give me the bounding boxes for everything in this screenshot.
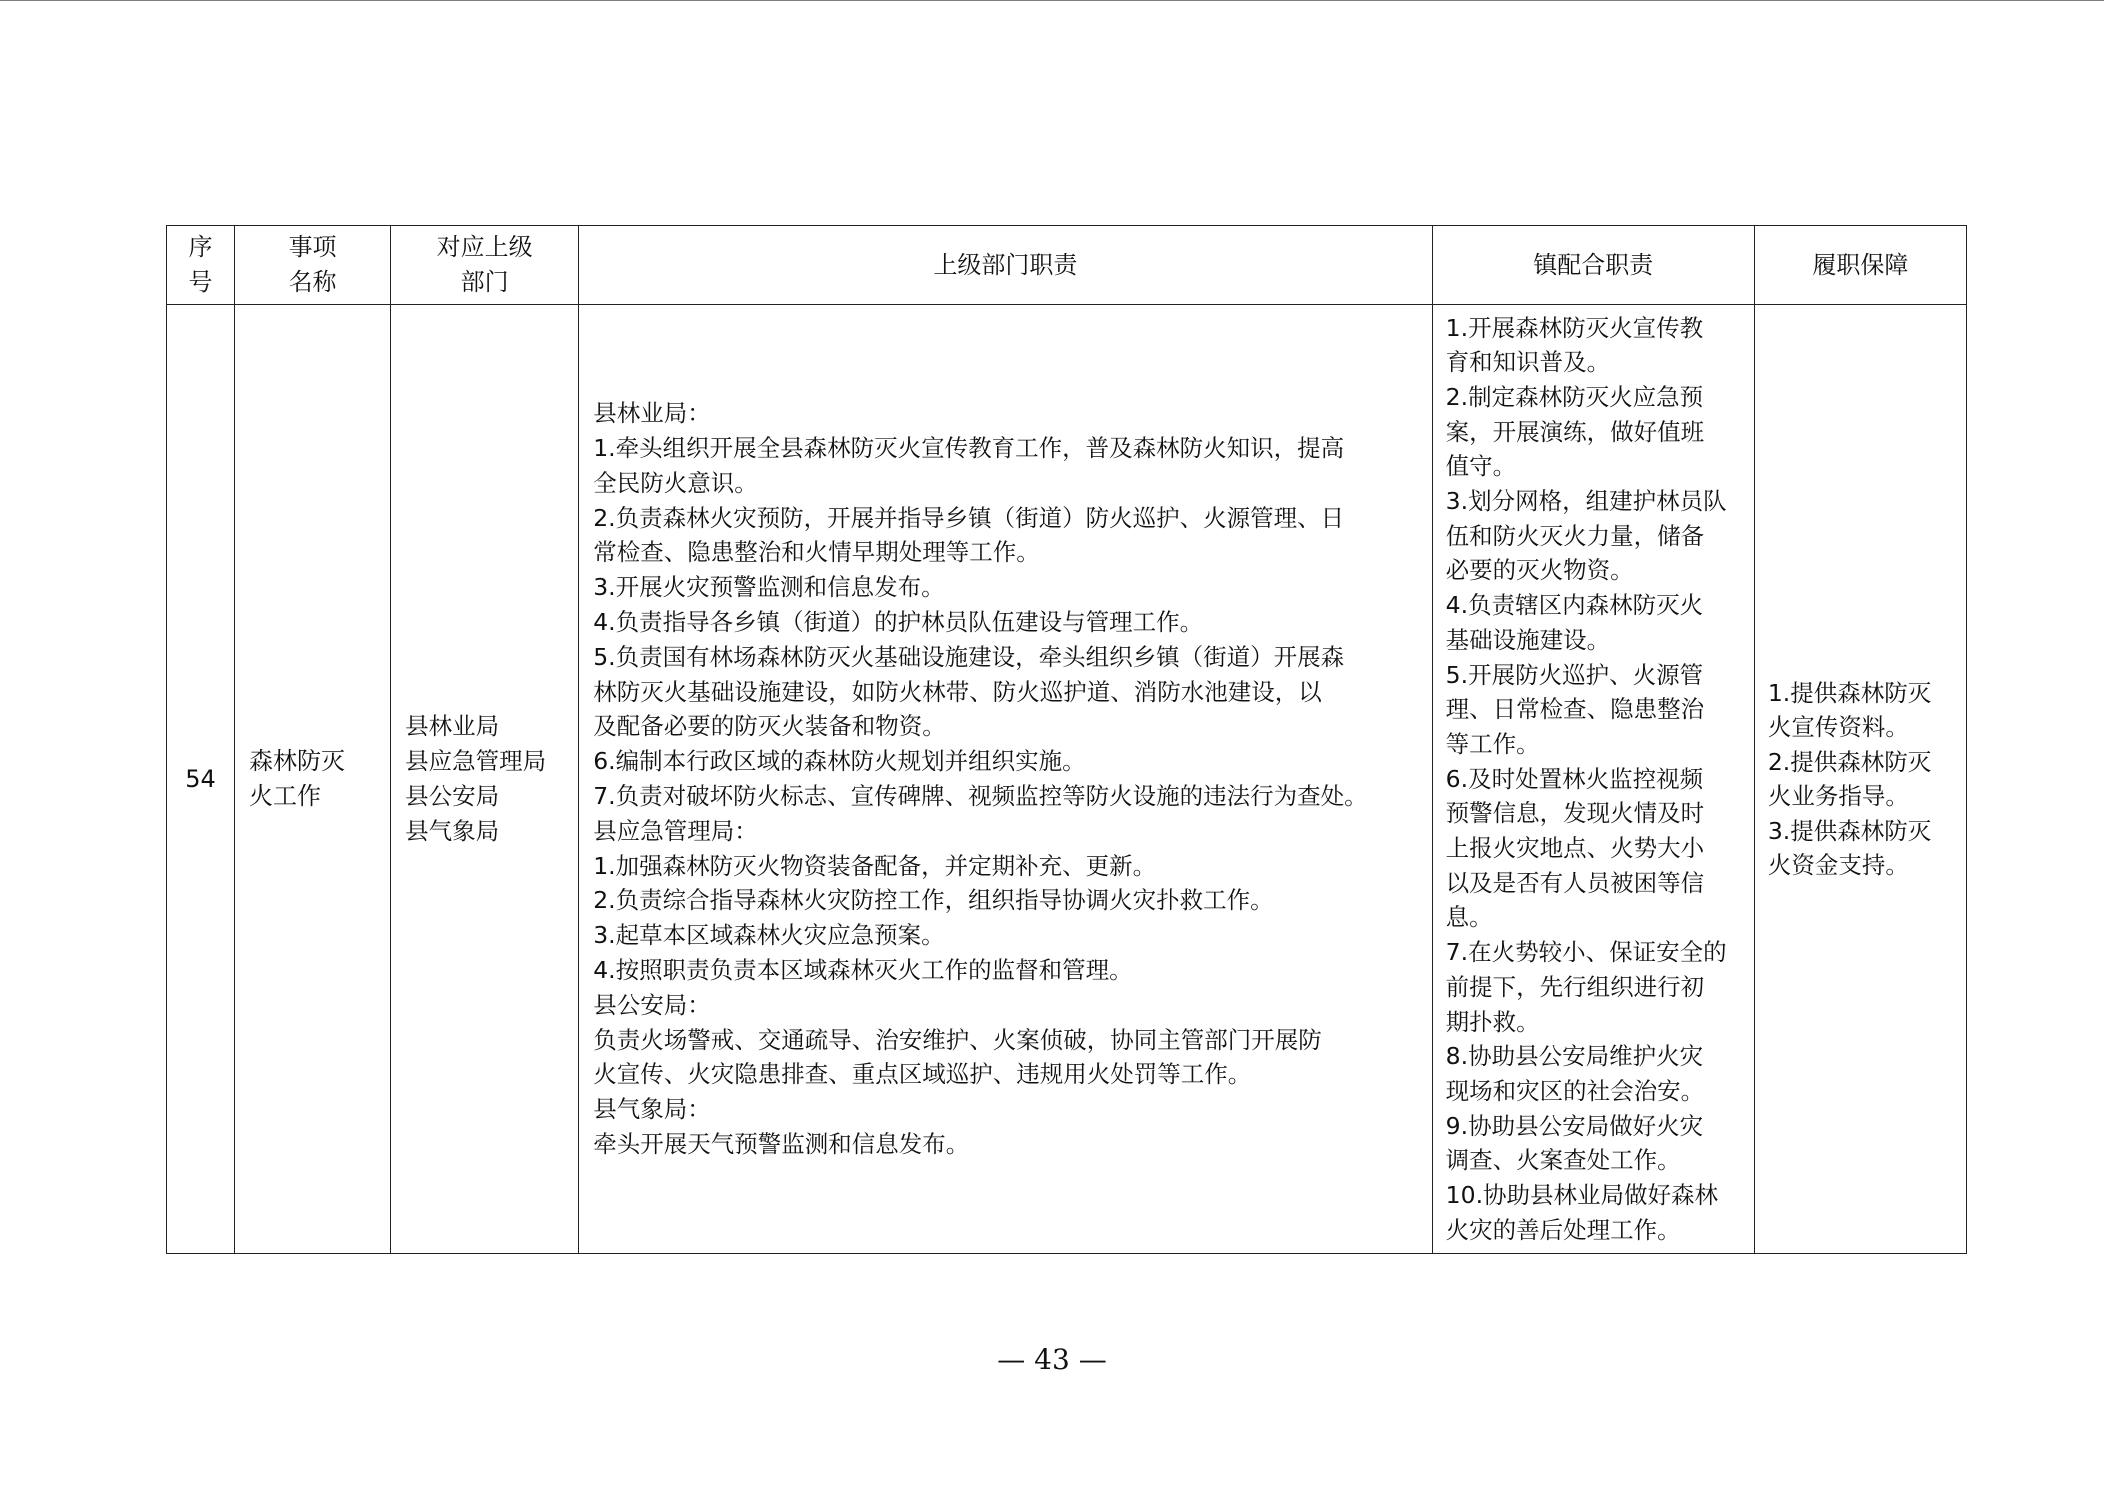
row-dept-cell [391, 305, 579, 1254]
duty-table [166, 225, 1967, 1254]
header-name-label: 事项名称 [288, 233, 337, 296]
row-guarantee-cell [1754, 305, 1966, 1254]
row-seq: 54 [185, 764, 216, 793]
page-number: — 43 — [997, 1343, 1107, 1376]
row-town-duty-cell [1432, 305, 1754, 1254]
header-town-duty [1432, 226, 1754, 305]
row-upper-duty: 县林业局： 1.牵头组织开展全县森林防灭火宣传教育工作，普及森林防火知识，提高 全民防火意识。 2.负责森林火灾预防，开展并指导乡镇（街道）防火巡护、火源管理、日 常检查、隐患整治和火情早期处理等工作。 3.开展火灾预警监测和信息发布。 4.负责指导各乡镇（街道）的护林员队伍建设与管理工作。 5.负责国有林场森林防灭火基础设施建设，牵头组织乡镇（街道）开展森 林防灭火基础设施建设，如防火林带、防火巡护道、消防水池建设，以 及配备必要的防灭火装备和物资。 6.编制本行政区域的森林防火规划并组织实施。 7.负责对破坏防火标志、宣传碑牌、视频监控等防火设施的违法行为查处。 县应急管理局： 1.加强森林防灭火物资装备配备，并定期补充、更新。 2.负责综合指导森林火灾防控工作，组织指导协调火灾扑救工作。 3.起草本区域森林火灾应急预案。 4.按照职责负责本区域森林灭火工作的监督和管理。 县公安局： 负责火场警戒、交通疏导、治安维护、火案侦破，协同主管部门开展防 火宣传、火灾隐患排查、重点区域巡护、违规用火处罚等工作。 县气象局： 牵头开展天气预警监测和信息发布。 [593, 399, 1368, 1158]
table-row [167, 305, 1967, 1254]
row-upper-duty-cell [579, 305, 1432, 1254]
table-header-row [167, 226, 1967, 305]
row-name-cell [235, 305, 391, 1254]
header-seq-label: 序号 [188, 233, 213, 296]
header-guarantee-label: 履职保障 [1812, 250, 1909, 279]
row-guarantee: 1.提供森林防灭 火宣传资料。 2.提供森林防灭 火业务指导。 3.提供森林防灭 火资金支持。 [1767, 678, 1932, 879]
header-upper-duty-label: 上级部门职责 [933, 250, 1078, 279]
header-guarantee [1754, 226, 1966, 305]
row-town-duty: 1.开展森林防灭火宣传教 育和知识普及。 2.制定森林防灭火应急预 案，开展演练，做好值班 值守。 3.划分网格，组建护林员队 伍和防火灭火力量，储备 必要的灭火物资。 4.负责辖区内森林防灭火 基础设施建设。 5.开展防火巡护、火源管 理、日常检查、隐患整治 等工作。 6.及时处置林火监控视频 预警信息，发现火情及时 上报火灾地点、火势大小 以及是否有人员被困等信 息。 7.在火势较小、保证安全的 前提下，先行组织进行初 期扑救。 8.协助县公安局维护火灾 现场和灾区的社会治安。 9.协助县公安局做好火灾 调查、火案查处工作。 10.协助县林业局做好森林 火灾的善后处理工作。 [1445, 313, 1727, 1244]
row-departments: 县林业局 县应急管理局 县公安局 县气象局 [405, 712, 547, 845]
header-dept-label: 对应上级部门 [436, 233, 533, 296]
header-upper-duty [579, 226, 1432, 305]
row-item-name: 森林防灭 火工作 [249, 747, 346, 810]
page-top-border [0, 0, 2104, 1]
row-seq-cell [167, 305, 235, 1254]
header-town-duty-label: 镇配合职责 [1533, 250, 1654, 279]
header-name [235, 226, 391, 305]
header-dept [391, 226, 579, 305]
header-seq [167, 226, 235, 305]
